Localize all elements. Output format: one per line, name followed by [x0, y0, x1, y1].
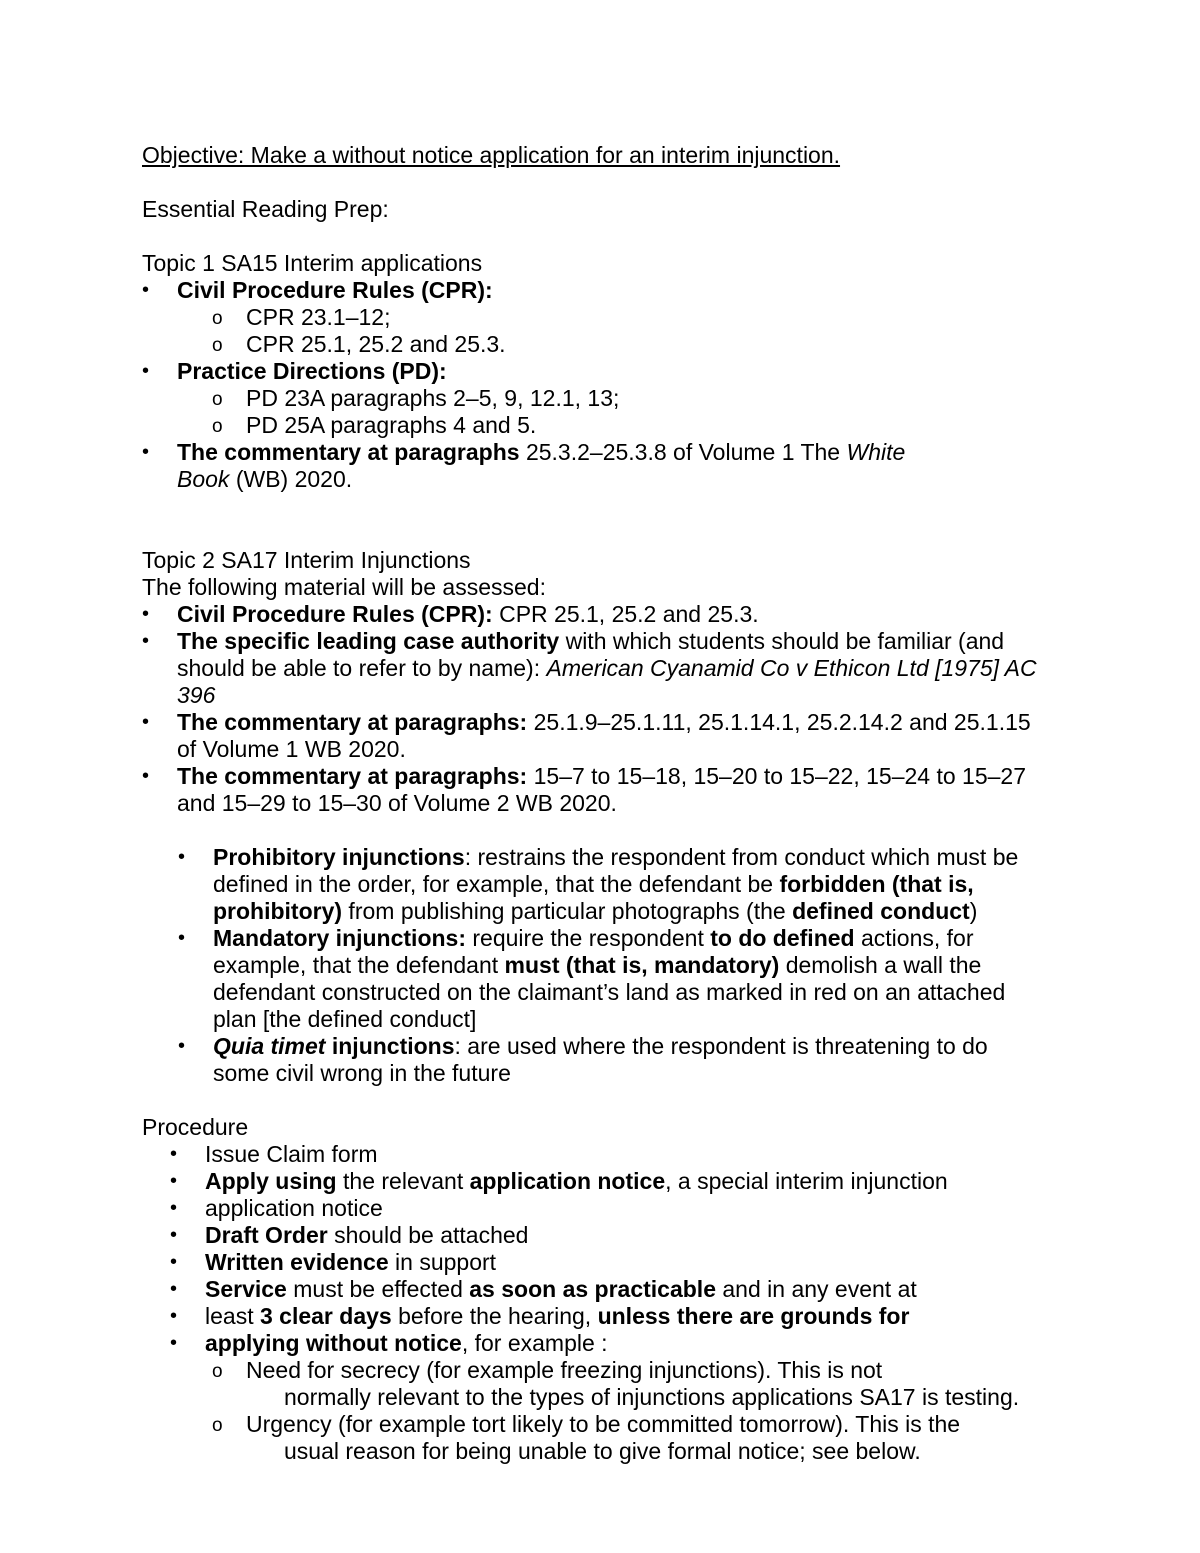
bullet-icon: •: [170, 1197, 178, 1219]
sub-list-item: o CPR 23.1–12;: [212, 304, 391, 330]
bullet-icon: •: [170, 1278, 178, 1300]
bullet-icon: •: [178, 846, 186, 868]
bullet-icon: •: [170, 1251, 178, 1273]
sub-list-item: o Need for secrecy (for example freezing injunctions). This is not normally relevant to the types of injunctions applications SA17 is testing.: [212, 1357, 1020, 1410]
list-item: • applying without notice, for example :: [170, 1330, 608, 1356]
list-item: • application notice: [170, 1195, 383, 1221]
bullet-icon: •: [142, 360, 150, 382]
circle-bullet-icon: o: [212, 1361, 223, 1382]
list-item: • Quia timet injunctions: are used where the respondent is threatening to do some civil wrong in the future: [178, 1033, 988, 1086]
list-item: • The specific leading case authority with which students should be familiar (and should be able to refer to by name): American Cyanamid Co v Ethicon Ltd [1975] AC 396: [142, 628, 1037, 708]
bullet-icon: •: [170, 1332, 178, 1354]
list-item: • Mandatory injunctions: require the respondent to do defined actions, for example, that the defendant must (that is, mandatory) demolish a wall the defendant constructed on the claimant’s land as marked in red on an attached plan [the defined conduct]: [178, 925, 1006, 1032]
list-item: • Issue Claim form: [170, 1141, 378, 1167]
circle-bullet-icon: o: [212, 389, 223, 410]
list-item: • least 3 clear days before the hearing, unless there are grounds for: [170, 1303, 910, 1329]
list-item: • Apply using the relevant application notice, a special interim injunction: [170, 1168, 948, 1194]
list-item: • Written evidence in support: [170, 1249, 497, 1275]
topic2-heading: Topic 2 SA17 Interim Injunctions: [142, 547, 471, 573]
bullet-icon: •: [142, 711, 150, 733]
sub-list-item: o PD 23A paragraphs 2–5, 9, 12.1, 13;: [212, 385, 620, 411]
list-item: • Service must be effected as soon as practicable and in any event at: [170, 1276, 917, 1302]
objective-heading: Objective: Make a without notice application for an interim injunction.: [142, 142, 841, 168]
list-item: • The commentary at paragraphs: 15–7 to 15–18, 15–20 to 15–22, 15–24 to 15–27 and 15–29 to 15–30 of Volume 2 WB 2020.: [142, 763, 1027, 816]
list-item: • Prohibitory injunctions: restrains the respondent from conduct which must be defined in the order, for example, that the defendant be forbidden (that is, prohibitory) from publishing particular photographs (the defined conduct): [178, 844, 1019, 924]
list-item: • The commentary at paragraphs: 25.1.9–25.1.11, 25.1.14.1, 25.2.14.2 and 25.1.15 of Volume 1 WB 2020.: [142, 709, 1031, 762]
sub-list-item: o Urgency (for example tort likely to be committed tomorrow). This is the usual reason for being unable to give formal notice; see below.: [212, 1411, 961, 1464]
bullet-icon: •: [142, 603, 150, 625]
bullet-icon: •: [178, 1035, 186, 1057]
circle-bullet-icon: o: [212, 416, 223, 437]
document-page: [142, 142, 1042, 1465]
bullet-icon: •: [170, 1143, 178, 1165]
list-item: • Civil Procedure Rules (CPR): CPR 25.1, 25.2 and 25.3.: [142, 601, 759, 627]
circle-bullet-icon: o: [212, 1415, 223, 1436]
bullet-icon: •: [142, 765, 150, 787]
bullet-icon: •: [178, 927, 186, 949]
bullet-icon: •: [142, 441, 150, 463]
list-item: • Practice Directions (PD):: [142, 358, 447, 384]
topic2-intro: The following material will be assessed:: [142, 574, 546, 600]
bullet-icon: •: [170, 1224, 178, 1246]
bullet-icon: •: [170, 1305, 178, 1327]
topic1-heading: Topic 1 SA15 Interim applications: [142, 250, 483, 276]
bullet-icon: •: [142, 630, 150, 652]
bullet-icon: •: [142, 279, 150, 301]
essential-reading-heading: Essential Reading Prep:: [142, 196, 389, 222]
circle-bullet-icon: o: [212, 335, 223, 356]
circle-bullet-icon: o: [212, 308, 223, 329]
list-item: • Civil Procedure Rules (CPR):: [142, 277, 493, 303]
sub-list-item: o CPR 25.1, 25.2 and 25.3.: [212, 331, 506, 357]
procedure-heading: Procedure: [142, 1114, 249, 1140]
list-item: • The commentary at paragraphs 25.3.2–25.3.8 of Volume 1 The White Book (WB) 2020.: [142, 439, 906, 492]
list-item: • Draft Order should be attached: [170, 1222, 529, 1248]
bullet-icon: •: [170, 1170, 178, 1192]
sub-list-item: o PD 25A paragraphs 4 and 5.: [212, 412, 537, 438]
